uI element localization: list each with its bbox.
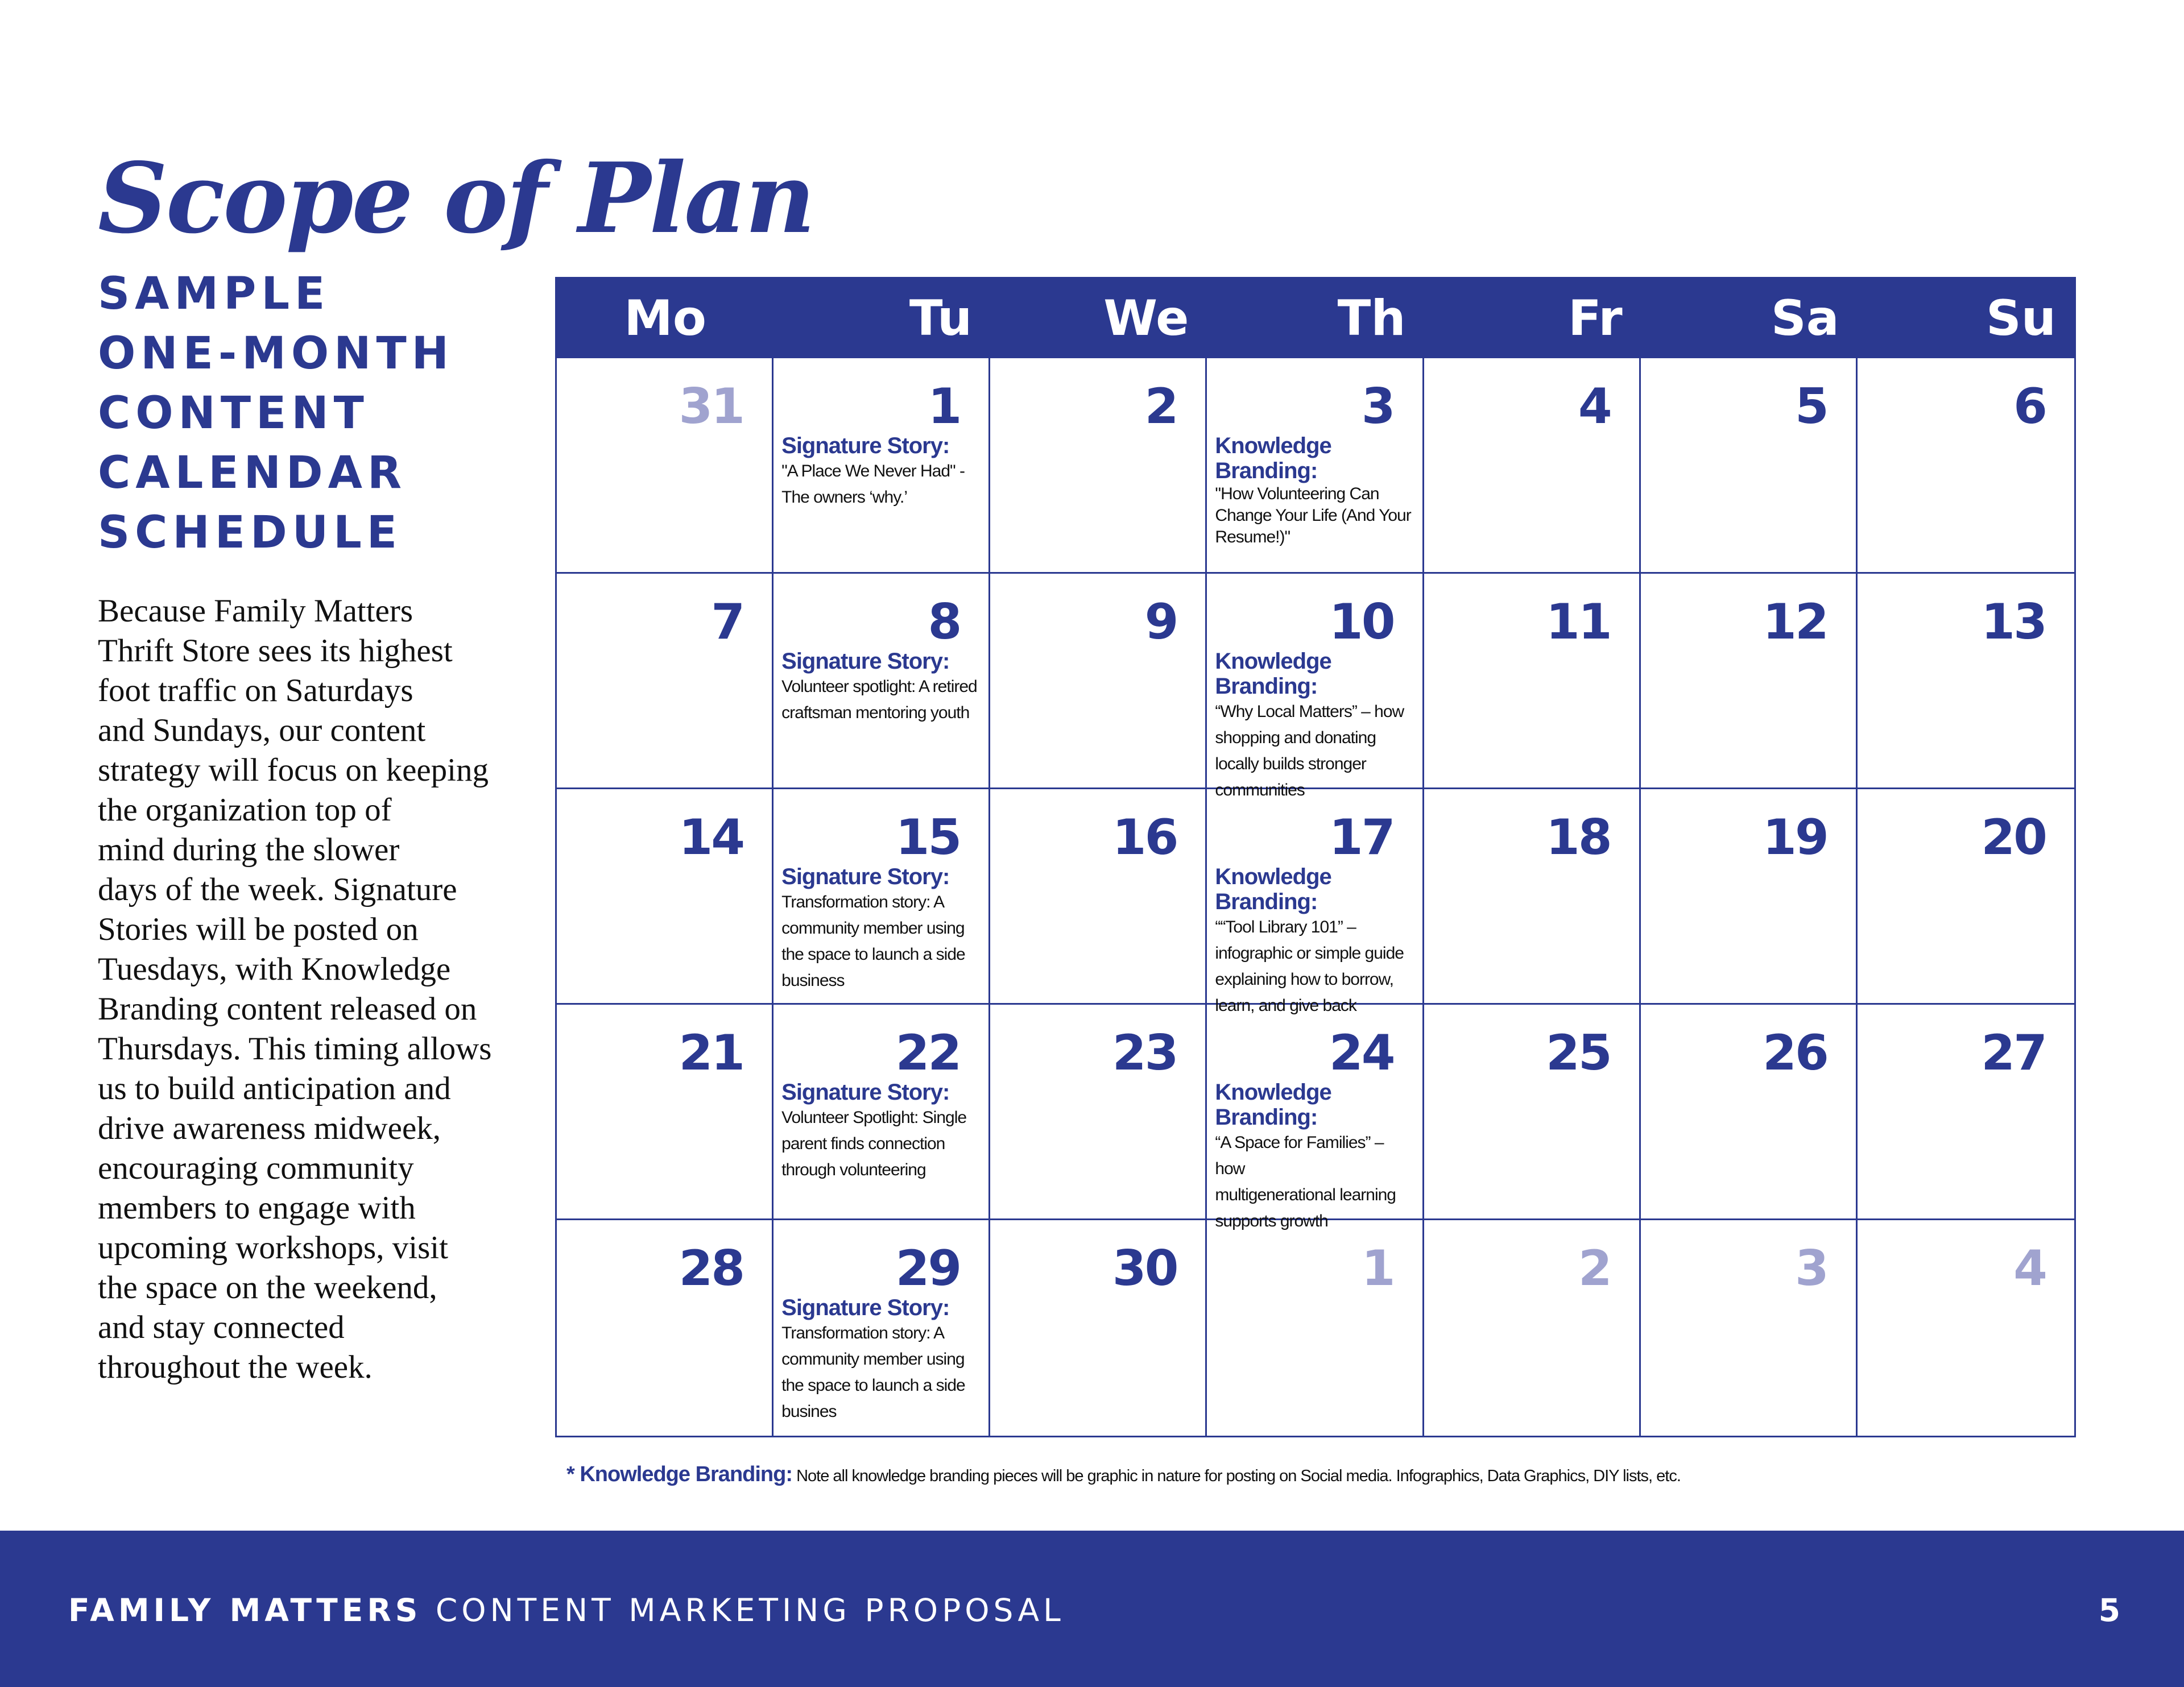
calendar-event <box>1215 864 1414 1019</box>
calendar-day-cell <box>990 1220 1207 1436</box>
calendar-day-cell <box>1424 574 1641 789</box>
body-line: mind during the slower <box>98 832 400 868</box>
day-number: 13 <box>1981 594 2046 650</box>
day-number: 27 <box>1981 1025 2046 1081</box>
body-line: days of the week. Signature <box>98 872 457 907</box>
body-line: members to engage with <box>98 1190 416 1226</box>
event-category: Signature Story: <box>781 433 950 458</box>
day-number: 2 <box>1578 1240 1611 1297</box>
event-category: Signature Story: <box>781 864 950 889</box>
body-line: upcoming workshops, visit <box>98 1230 448 1266</box>
calendar-event <box>781 649 981 726</box>
event-description-line: supports growth <box>1215 1212 1328 1230</box>
day-number: 6 <box>2013 378 2046 435</box>
body-line: Tuesdays, with Knowledge <box>98 951 451 987</box>
event-description-line: the space to launch a side <box>781 1376 965 1395</box>
calendar-day-cell <box>990 789 1207 1005</box>
day-number: 3 <box>1361 378 1394 435</box>
day-number: 30 <box>1112 1240 1177 1297</box>
calendar-event <box>781 1295 981 1425</box>
day-name-header: We <box>1103 290 1189 347</box>
calendar-day-cell <box>774 1220 990 1436</box>
event-category: Knowledge Branding: <box>1215 1080 1331 1130</box>
subheading-line: ONE-MONTH <box>98 328 454 379</box>
event-category: Knowledge Branding: <box>1215 433 1331 483</box>
day-number: 14 <box>679 809 744 866</box>
day-name-header: Th <box>1337 290 1406 347</box>
calendar-day-cell <box>1641 789 1858 1005</box>
day-name-header: Su <box>1986 290 2056 347</box>
calendar-event <box>781 433 981 511</box>
calendar-event <box>1215 649 1414 803</box>
calendar-grid <box>557 358 2074 1436</box>
subheading-line: SCHEDULE <box>98 507 403 558</box>
event-description-line: craftsman mentoring youth <box>781 703 970 722</box>
event-description-line: through volunteering <box>781 1160 926 1179</box>
event-description-line: “A Space for Families” – how <box>1215 1133 1384 1178</box>
event-description-line: locally builds stronger <box>1215 755 1366 773</box>
day-number: 4 <box>2013 1240 2046 1297</box>
day-number: 10 <box>1329 594 1394 650</box>
day-number: 2 <box>1144 378 1177 435</box>
body-line: Stories will be posted on <box>98 911 419 947</box>
event-description-line: multigenerational learning <box>1215 1186 1396 1204</box>
calendar-day-cell <box>1207 1220 1424 1436</box>
calendar-event <box>1215 1080 1414 1234</box>
event-description-line: community member using <box>781 919 965 938</box>
calendar-day-cell <box>1207 1005 1424 1230</box>
calendar-event <box>781 864 981 994</box>
day-number: 15 <box>895 809 961 866</box>
calendar-day-cell <box>557 789 774 1005</box>
day-number: 20 <box>1981 809 2046 866</box>
footer-brand <box>68 1592 1065 1628</box>
event-description-line: “Why Local Matters” – how <box>1215 702 1404 721</box>
calendar-day-cell <box>1858 574 2074 789</box>
day-number: 28 <box>679 1240 744 1297</box>
subheading-line: CALENDAR <box>98 447 407 499</box>
event-description-line: Volunteer spotlight: A retired <box>781 677 977 696</box>
footer-brand-name: FAMILY MATTERS <box>68 1592 422 1628</box>
page-footer <box>0 1531 2184 1687</box>
event-description-line: learn, and give back <box>1215 996 1356 1015</box>
strategy-description <box>98 591 519 1387</box>
day-number: 11 <box>1546 594 1611 650</box>
calendar-event <box>1215 433 1414 548</box>
body-line: us to build anticipation and <box>98 1071 451 1106</box>
body-line: throughout the week. <box>98 1349 373 1385</box>
calendar-day-cell <box>1424 789 1641 1005</box>
calendar-day-cell <box>774 358 990 574</box>
event-description-line: infographic or simple guide <box>1215 944 1404 963</box>
day-number: 16 <box>1112 809 1177 866</box>
body-line: and Sundays, our content <box>98 712 426 748</box>
calendar-day-cell <box>557 358 774 574</box>
day-number: 1 <box>928 378 961 435</box>
calendar-day-cell <box>557 1005 774 1220</box>
calendar-day-cell <box>1424 358 1641 574</box>
page-number: 5 <box>2098 1592 2120 1628</box>
event-description-line: Volunteer Spotlight: Single <box>781 1108 967 1127</box>
day-number: 17 <box>1329 809 1394 866</box>
event-description-line: Transformation story: A <box>781 1324 945 1342</box>
body-line: Because Family Matters <box>98 593 413 629</box>
calendar-day-cell <box>990 358 1207 574</box>
content-calendar <box>555 277 2076 1437</box>
body-line: strategy will focus on keeping <box>98 752 489 788</box>
calendar-day-cell <box>1858 1220 2074 1436</box>
event-description-line: Transformation story: A <box>781 893 945 911</box>
day-number: 7 <box>711 594 744 650</box>
day-name-header: Sa <box>1771 290 1839 347</box>
calendar-day-cell <box>557 574 774 789</box>
event-description-line: community member using <box>781 1350 965 1369</box>
day-number: 23 <box>1112 1025 1177 1081</box>
calendar-day-cell <box>1641 574 1858 789</box>
day-number: 21 <box>679 1025 744 1081</box>
calendar-subheading <box>98 264 496 563</box>
page-title: Scope of Plan <box>98 141 814 255</box>
calendar-day-cell <box>774 1005 990 1220</box>
event-description-line: the space to launch a side <box>781 945 965 964</box>
day-number: 25 <box>1546 1025 1611 1081</box>
calendar-day-cell <box>1424 1005 1641 1220</box>
body-line: Branding content released on <box>98 991 477 1027</box>
body-line: and stay connected <box>98 1309 345 1345</box>
event-description-line: explaining how to borrow, <box>1215 970 1393 989</box>
day-number: 5 <box>1795 378 1827 435</box>
day-number: 3 <box>1795 1240 1827 1297</box>
event-description-line: "How Volunteering Can <box>1215 484 1379 503</box>
calendar-day-cell <box>774 789 990 1005</box>
body-line: encouraging community <box>98 1150 414 1186</box>
day-name-header: Tu <box>909 290 973 347</box>
event-description-line: Resume!)" <box>1215 528 1290 546</box>
footnote <box>566 1462 1681 1487</box>
calendar-day-cell <box>1641 358 1858 574</box>
day-name-header: Fr <box>1568 290 1623 347</box>
day-name-header: Mo <box>624 290 706 347</box>
calendar-day-cell <box>1858 1005 2074 1220</box>
event-description-line: shopping and donating <box>1215 728 1376 747</box>
body-line: Thrift Store sees its highest <box>98 633 453 669</box>
event-description-line: busines <box>781 1402 837 1421</box>
event-description-line: "A Place We Never Had" - <box>781 462 965 480</box>
body-line: the space on the weekend, <box>98 1270 437 1305</box>
calendar-day-cell <box>1207 789 1424 1015</box>
day-number: 29 <box>895 1240 961 1297</box>
day-number: 9 <box>1144 594 1177 650</box>
day-number: 19 <box>1763 809 1827 866</box>
event-description-line: parent finds connection <box>781 1134 945 1153</box>
calendar-day-cell <box>1641 1005 1858 1220</box>
event-description-line: Change Your Life (And Your <box>1215 506 1411 525</box>
day-number: 4 <box>1578 378 1611 435</box>
day-number: 24 <box>1329 1025 1394 1081</box>
footnote-label: * Knowledge Branding: <box>566 1462 792 1486</box>
event-category: Knowledge Branding: <box>1215 649 1331 699</box>
calendar-day-cell <box>1641 1220 1858 1436</box>
calendar-day-cell <box>1207 574 1424 799</box>
event-category: Signature Story: <box>781 1080 950 1105</box>
calendar-day-cell <box>774 574 990 789</box>
day-number: 22 <box>895 1025 961 1081</box>
body-line: Thursdays. This timing allows <box>98 1031 492 1067</box>
calendar-day-cell <box>990 574 1207 789</box>
event-description-line: communities <box>1215 781 1305 799</box>
event-category: Knowledge Branding: <box>1215 864 1331 914</box>
body-line: foot traffic on Saturdays <box>98 673 413 708</box>
event-description-line: business <box>781 971 845 990</box>
subheading-line: CONTENT <box>98 388 369 439</box>
event-category: Signature Story: <box>781 1295 950 1320</box>
event-category: Signature Story: <box>781 649 950 674</box>
footnote-text: Note all knowledge branding pieces will be graphic in nature for posting on Social media. Infographics, Data Graphics, DIY lists, etc. <box>796 1467 1681 1485</box>
day-number: 1 <box>1361 1240 1394 1297</box>
body-line: drive awareness midweek, <box>98 1110 441 1146</box>
footer-document-title: CONTENT MARKETING PROPOSAL <box>435 1592 1065 1628</box>
day-number: 18 <box>1546 809 1611 866</box>
calendar-day-cell <box>1424 1220 1641 1436</box>
calendar-header <box>557 279 2074 358</box>
day-number: 8 <box>928 594 961 650</box>
event-description-line: ““Tool Library 101” – <box>1215 918 1356 936</box>
calendar-day-cell <box>990 1005 1207 1220</box>
calendar-day-cell <box>1207 358 1424 574</box>
calendar-day-cell <box>1858 358 2074 574</box>
day-number: 26 <box>1763 1025 1827 1081</box>
body-line: the organization top of <box>98 792 392 828</box>
day-number: 31 <box>679 378 744 435</box>
event-description-line: The owners ‘why.’ <box>781 488 908 507</box>
calendar-day-cell <box>557 1220 774 1436</box>
day-number: 12 <box>1763 594 1827 650</box>
subheading-line: SAMPLE <box>98 268 330 320</box>
calendar-day-cell <box>1858 789 2074 1005</box>
calendar-event <box>781 1080 981 1183</box>
